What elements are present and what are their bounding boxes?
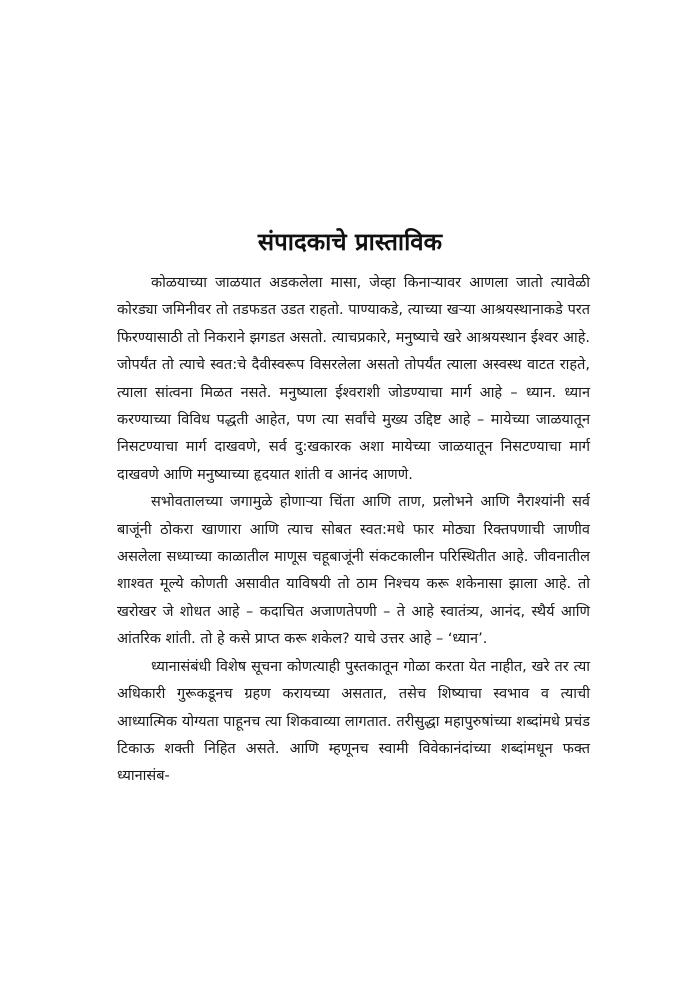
page-title: संपादकाचे प्रास्ताविक bbox=[257, 228, 443, 256]
paragraph-1: कोळयाच्या जाळयात अडकलेला मासा, जेव्हा किनाऱ्यावर आणला जातो त्यावेळी कोरड्या जमिनीवर तो तडफडत उडत राहतो. पाण्याकडे, त्याच्या खऱ्या आश्रयस्थानाकडे परत फिरण्यासाठी तो निकराने झगडत असतो. त्याचप्रकारे, मनुष्याचे खरे आश्रयस्थान ईश्वर आहे. जोपर्यंत तो त्याचे स्वत:चे दैवीस्वरूप विसरलेला असतो तोपर्यंत त्याला अस्वस्थ वाटत राहते, त्याला सांत्वना मिळत नसते. मनुष्याला ईश्वराशी जोडण्याचा मार्ग आहे – ध्यान. ध्यान करण्याच्या विविध पद्धती आहेत, पण त्या सर्वांचे मुख्य उद्दिष्ट आहे – मायेच्या जाळयातून निसटण्याचा मार्ग दाखवणे, सर्व दु:खकारक अशा मायेच्या जाळयातून निसटण्याचा मार्ग दाखवणे आणि मनुष्याच्या हृदयात शांती व आनंद आणणे. bbox=[117, 275, 590, 483]
paragraph-3: ध्यानासंबंधी विशेष सूचना कोणत्याही पुस्तकातून गोळा करता येत नाहीत, खरे तर त्या अधिकारी गुरूकडूनच ग्रहण करायच्या असतात, तसेच शिष्याचा स्वभाव व त्याची आध्यात्मिक योग्यता पाहूनच त्या शिकवाव्या लागतात. तरीसुद्धा महापुरुषांच्या शब्दांमधे प्रचंड टिकाऊ शक्ती निहित असते. आणि म्हणूनच स्वामी विवेकानंदांच्या शब्दांमधून फक्त ध्यानासंब- bbox=[117, 658, 590, 785]
body-text bbox=[117, 270, 590, 791]
paragraph-2: सभोवतालच्या जगामुळे होणाऱ्या चिंता आणि ताण, प्रलोभने आणि नैराश्यांनी सर्व बाजूंनी ठोकरा खाणारा आणि त्याच सोबत स्वत:मधे फार मोठ्या रिक्तपणाची जाणीव असलेला सध्याच्या काळातील माणूस चहूबाजूंनी संकटकालीन परिस्थितीत आहे. जीवनातील शाश्वत मूल्ये कोणती असावीत याविषयी तो ठाम निश्चय करू शकेनासा झाला आहे. तो खरोखर जे शोधत आहे – कदाचित अजाणतेपणी – ते आहे स्वातंत्र्य, आनंद, स्थैर्य आणि आंतरिक शांती. तो हे कसे प्राप्त करू शकेल? याचे उत्तर आहे – ‘ध्यान’. bbox=[117, 494, 590, 648]
